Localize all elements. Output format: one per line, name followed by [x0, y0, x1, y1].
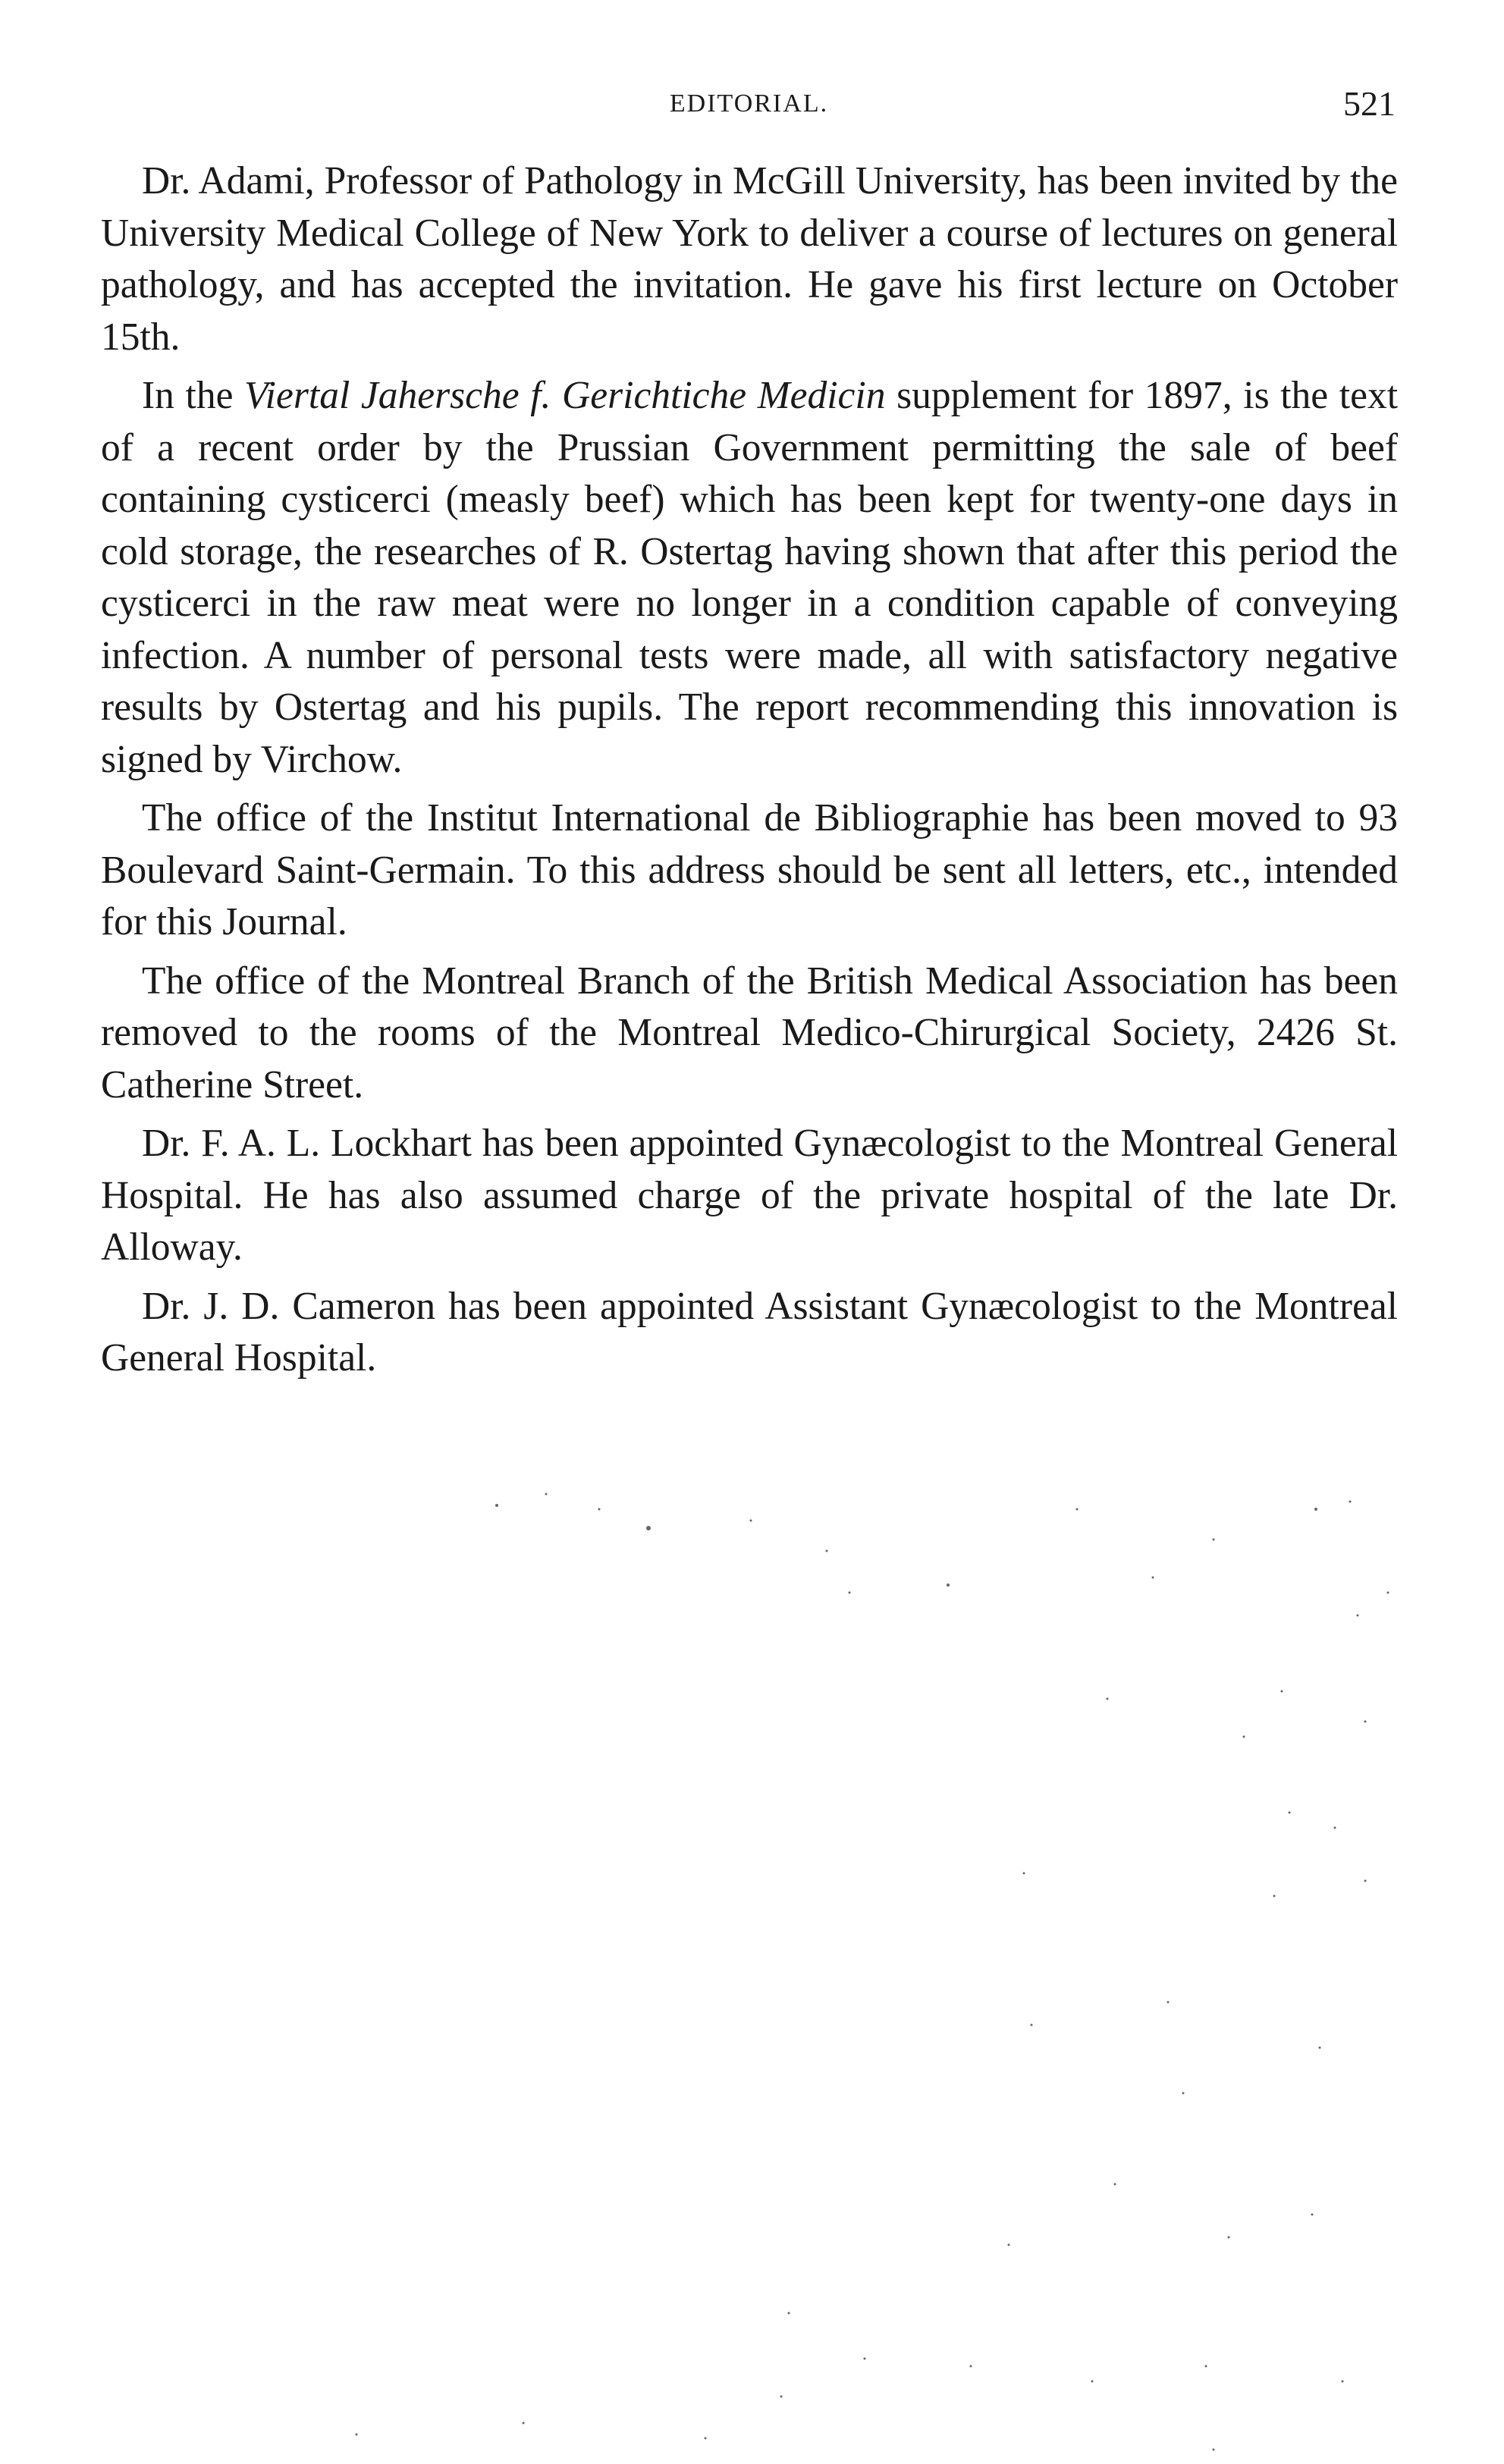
journal-title-italic: Viertal Jahersche f. Gerichtiche Medicin	[244, 374, 886, 417]
paragraph-cameron: Dr. J. D. Cameron has been appointed Assistant Gynæcologist to the Montreal General Hospital.	[101, 1284, 1398, 1380]
page-number: 521	[1343, 84, 1396, 123]
paragraph-lead: In the	[142, 374, 245, 417]
running-head	[102, 83, 1396, 137]
paragraph-lockhart: Dr. F. A. L. Lockhart has been appointed Gynæcologist to the Montreal General Hospital. He has also assumed charge of the private hospital of the late Dr. Alloway.	[101, 1122, 1398, 1269]
paragraph-rest: supplement for 1897, is the text of a recent order by the Prussian Government permitting the sale of beef containing cysticerci (measly beef) which has been kept for twenty-one days in cold storage, the researches of R. Ostertag having shown that after this period the cysticerci in the raw meat were no longer in a condition capable of conveying infection. A number of personal tests were made, all with satisfactory negative results by Ostertag and his pupils. The report recommending this innovation is signed by Virchow.	[101, 374, 1398, 781]
editorial-body	[101, 155, 1398, 1392]
paragraph-prussian-order	[101, 370, 1398, 786]
paragraph-adami: Dr. Adami, Professor of Pathology in McGill University, has been invited by the University Medical College of New York to deliver a course of lectures on general pathology, and has accepted the invitation. He gave his first lecture on October 15th.	[101, 159, 1398, 359]
paragraph-montreal-branch: The office of the Montreal Branch of the British Medical Association has been removed to the rooms of the Montreal Medico-Chirurgical Society, 2426 St. Catherine Street.	[101, 959, 1398, 1106]
paragraph-bibliographie: The office of the Institut International de Bibliographie has been moved to 93 Boulevard Saint-Germain. To this address should be sent all letters, etc., intended for this Journal.	[101, 796, 1398, 943]
running-title: EDITORIAL.	[669, 89, 829, 118]
